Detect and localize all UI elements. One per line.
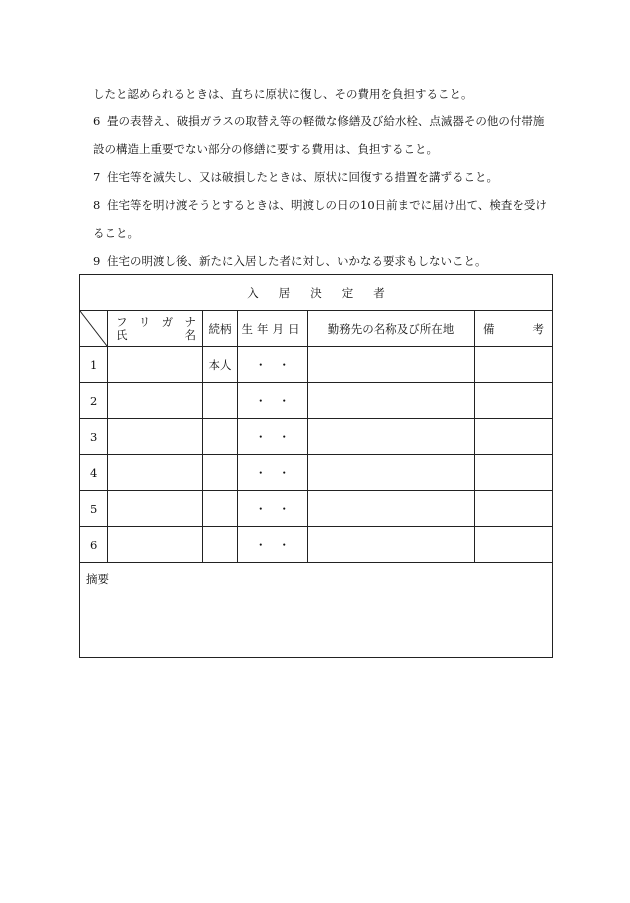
workplace-cell[interactable] <box>308 527 475 563</box>
table-title: 入居決定者 <box>80 275 553 311</box>
relation-cell[interactable] <box>203 419 238 455</box>
diagonal-header-cell <box>80 311 108 347</box>
relation-cell[interactable] <box>203 455 238 491</box>
dob-cell[interactable]: ・・ <box>238 419 308 455</box>
remarks-cell[interactable] <box>475 455 553 491</box>
name-cell[interactable] <box>108 527 203 563</box>
relation-cell[interactable] <box>203 383 238 419</box>
workplace-cell[interactable] <box>308 419 475 455</box>
table-row <box>80 491 553 527</box>
name-cell[interactable] <box>108 347 203 383</box>
name-cell[interactable] <box>108 383 203 419</box>
residents-table <box>79 274 553 658</box>
item-6-line-1: 畳の表替え、破損ガラスの取替え等の軽微な修繕及び給水栓、点滅器その他の付帯施 <box>107 114 545 128</box>
item-8-line-2: ること。 <box>93 226 139 240</box>
dob-cell[interactable]: ・・ <box>238 527 308 563</box>
workplace-cell[interactable] <box>308 491 475 527</box>
remarks-cell[interactable] <box>475 527 553 563</box>
row-number: 4 <box>80 455 108 491</box>
relation-cell[interactable] <box>203 527 238 563</box>
dob-cell[interactable]: ・・ <box>238 383 308 419</box>
dob-cell[interactable]: ・・ <box>238 491 308 527</box>
relation-header: 続柄 <box>203 311 238 347</box>
furigana-name-header: フ リ ガ ナ 氏 名 <box>108 311 203 347</box>
relation-cell[interactable] <box>203 491 238 527</box>
name-cell[interactable] <box>108 419 203 455</box>
dob-cell[interactable]: ・・ <box>238 347 308 383</box>
workplace-cell[interactable] <box>308 347 475 383</box>
remarks-cell[interactable] <box>475 491 553 527</box>
table-row <box>80 419 553 455</box>
paragraph-continuation: したと認められるときは、直ちに原状に復し、その費用を負担すること。 <box>93 87 473 101</box>
item-7-number: 7 <box>93 170 101 184</box>
item-6-number: 6 <box>93 114 101 128</box>
relation-cell[interactable]: 本人 <box>203 347 238 383</box>
dob-header: 生年月日 <box>238 311 308 347</box>
item-6-line-2: 設の構造上重要でない部分の修繕に要する費用は、負担すること。 <box>93 142 438 156</box>
remarks-cell[interactable] <box>475 419 553 455</box>
dob-cell[interactable]: ・・ <box>238 455 308 491</box>
item-9-line-1: 住宅の明渡し後、新たに入居した者に対し、いかなる要求もしないこと。 <box>107 254 487 268</box>
workplace-cell[interactable] <box>308 383 475 419</box>
summary-cell[interactable] <box>80 563 553 658</box>
workplace-header: 勤務先の名称及び所在地 <box>308 311 475 347</box>
remarks-cell[interactable] <box>475 347 553 383</box>
item-7-line-1: 住宅等を滅失し、又は破損したときは、原状に回復する措置を講ずること。 <box>107 170 498 184</box>
row-number: 6 <box>80 527 108 563</box>
workplace-cell[interactable] <box>308 455 475 491</box>
remarks-header: 備 考 <box>475 311 553 347</box>
remarks-cell[interactable] <box>475 383 553 419</box>
table-row <box>80 527 553 563</box>
item-8-line-1: 住宅等を明け渡そうとするときは、明渡しの日の10日前までに届け出て、検査を受け <box>107 198 547 212</box>
summary-label: 摘要 <box>86 572 109 586</box>
row-number: 1 <box>80 347 108 383</box>
name-cell[interactable] <box>108 455 203 491</box>
table-row <box>80 347 553 383</box>
row-number: 2 <box>80 383 108 419</box>
item-8-number: 8 <box>93 198 101 212</box>
table-row <box>80 455 553 491</box>
row-number: 5 <box>80 491 108 527</box>
row-number: 3 <box>80 419 108 455</box>
name-cell[interactable] <box>108 491 203 527</box>
item-9-number: 9 <box>93 254 101 268</box>
table-row <box>80 383 553 419</box>
